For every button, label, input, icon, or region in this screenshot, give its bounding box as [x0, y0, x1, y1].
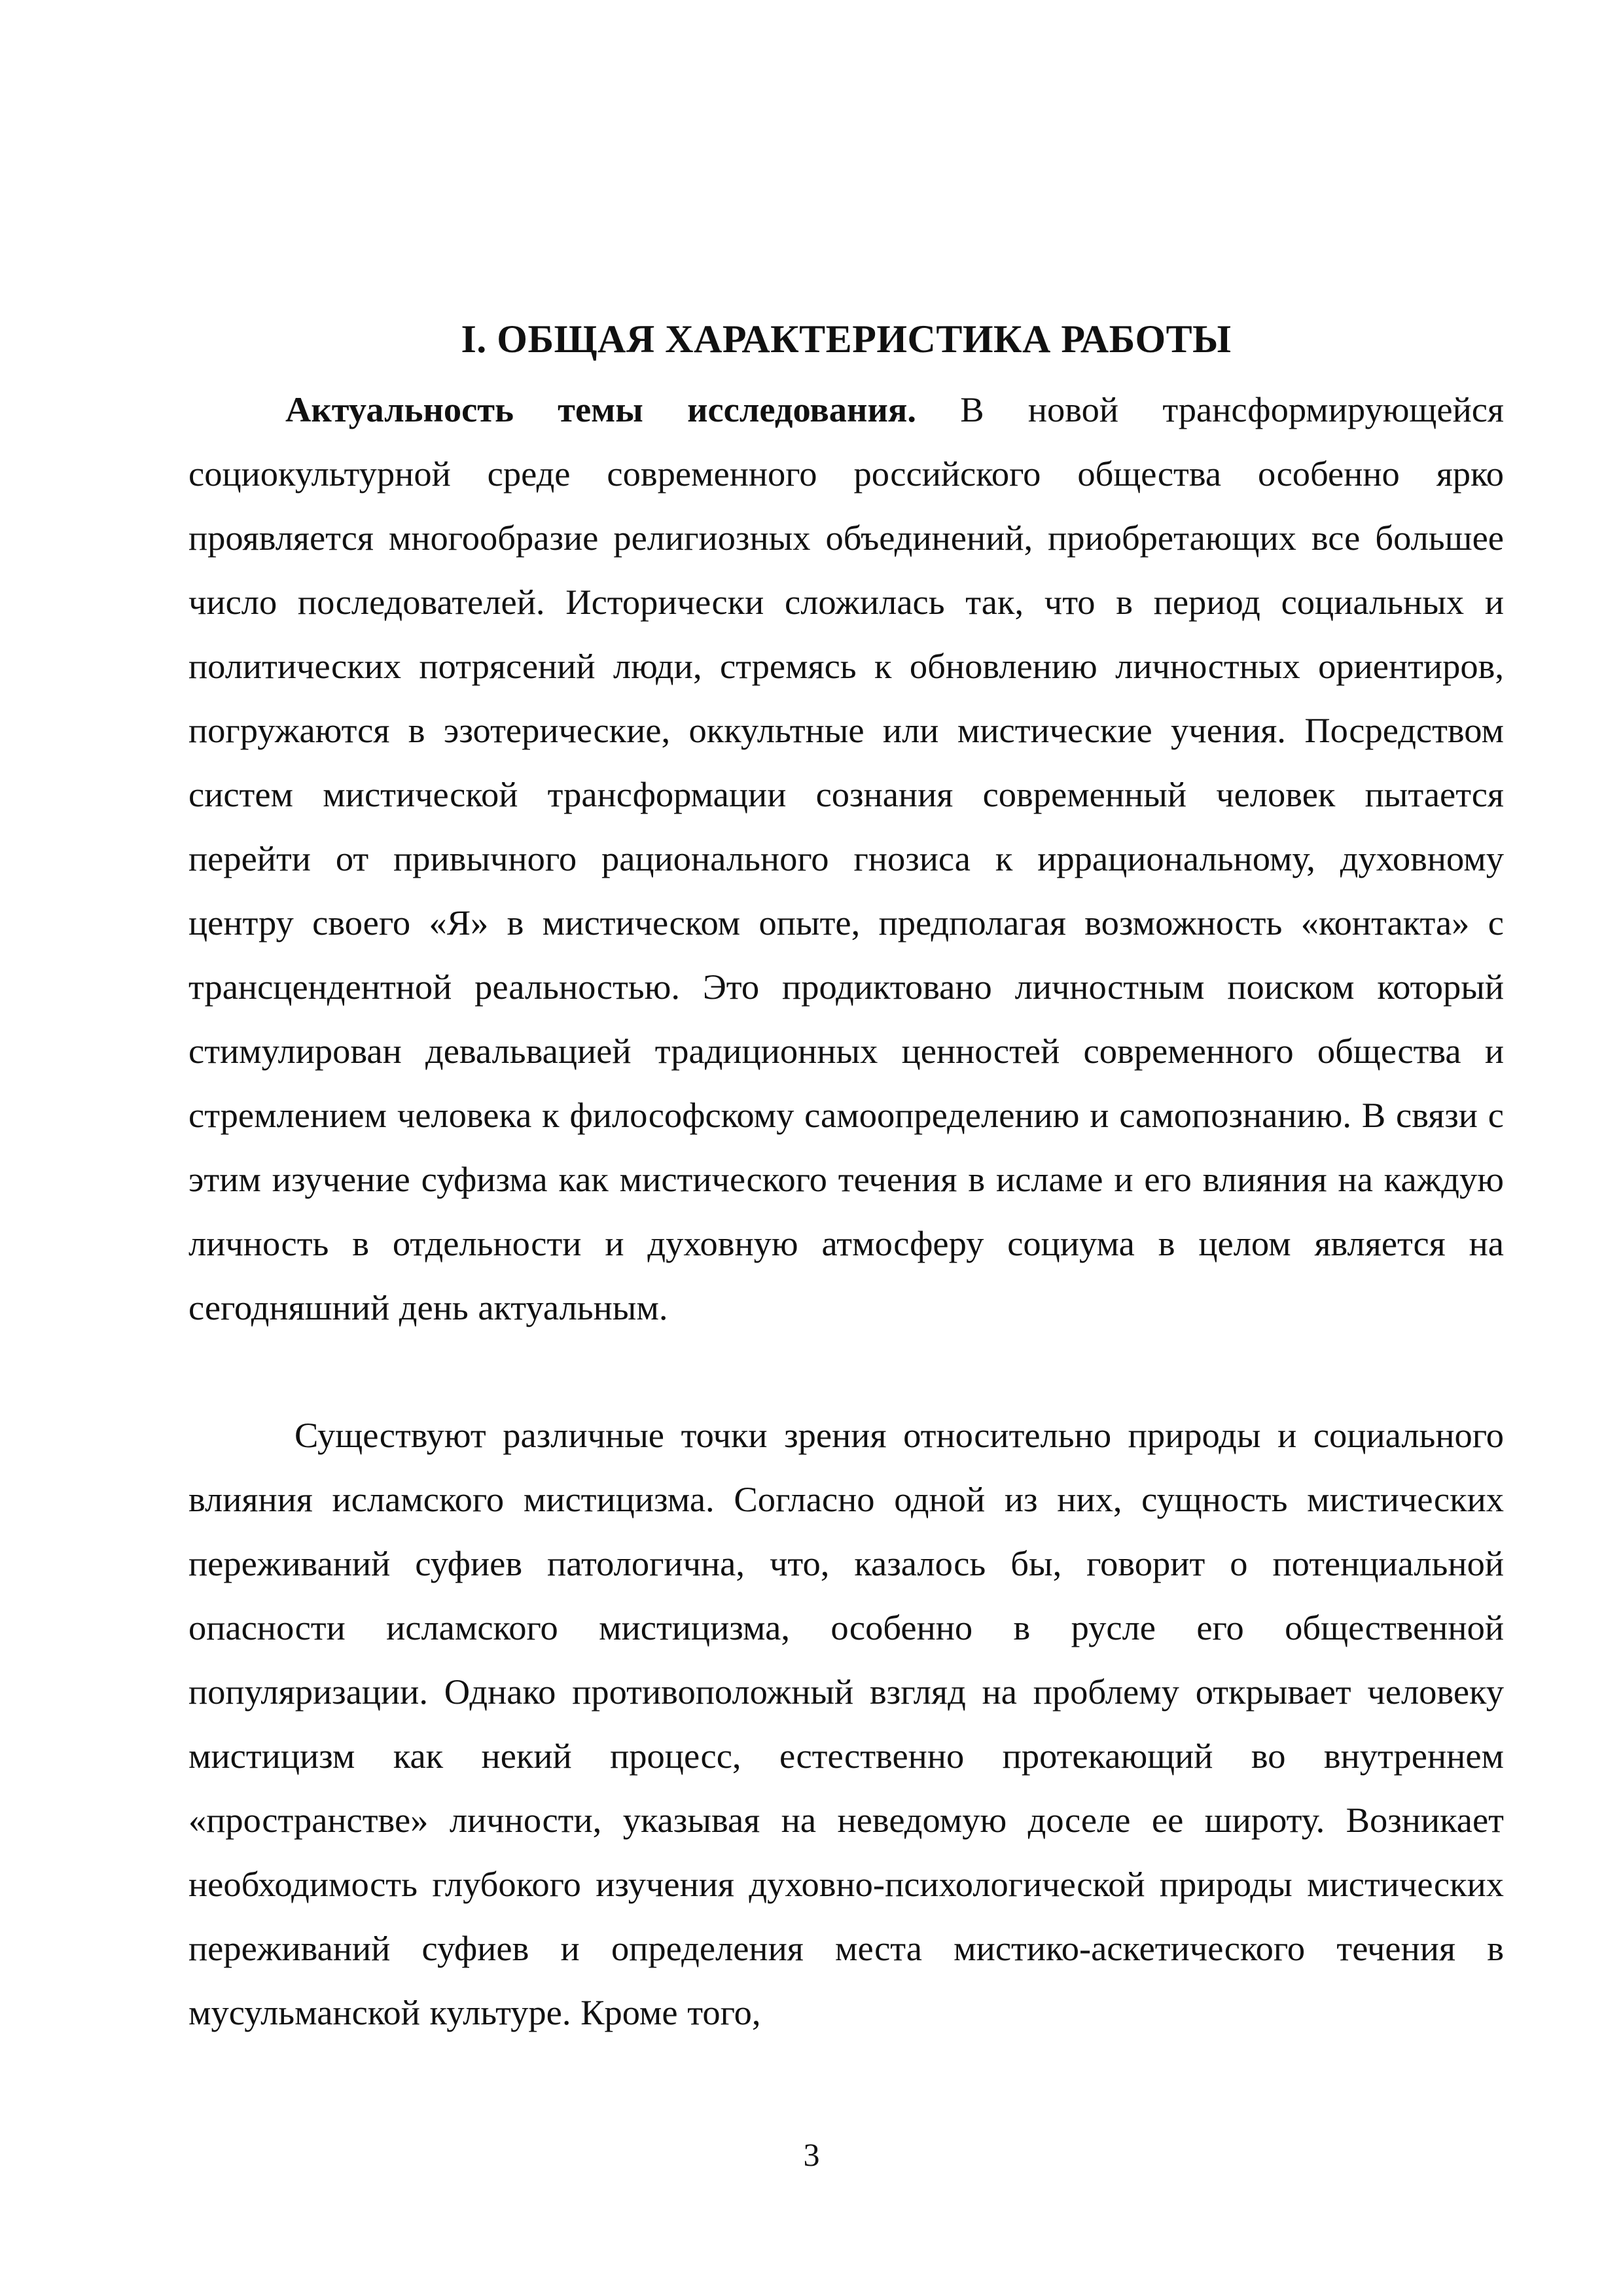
page-number: 3: [803, 2136, 820, 2173]
paragraph-relevance: [188, 378, 1504, 1340]
paragraph-viewpoints: [188, 1403, 1504, 2045]
paragraph-text: В новой трансформирующейся социокультурной среде современного российского общества особенно ярко проявляется многообразие религиозных объединений, приобретающих все большее число последователей. Исторически сложилась так, что в период социальных и политических потрясений люди, стремясь к обновлению личностных ориентиров, погружаются в эзотерические, оккультные или мистические учения. Посредством систем мистической трансформации сознания современный человек пытается перейти от привычного рационального гнозиса к иррациональному, духовному центру своего «Я» в мистическом опыте, предполагая возможность «контакта» с трансцендентной реальностью. Это продиктовано личностным поиском который стимулирован девальвацией традиционных ценностей современного общества и стремлением человека к философскому самоопределению и самопознанию. В связи с этим изучение суфизма как мистического течения в исламе и его влияния на каждую личность в отдельности и духовную атмосферу социума в целом является на сегодняшний день актуальным.: [188, 389, 1504, 1327]
section-heading: I. ОБЩАЯ ХАРАКТЕРИСТИКА РАБОТЫ: [461, 317, 1232, 361]
paragraph-lead: Актуальность темы исследования.: [285, 389, 916, 429]
paragraph-text: Существуют различные точки зрения относительно природы и социального влияния исламского мистицизма. Согласно одной из них, сущность мистических переживаний суфиев патологична, что, казалось бы, говорит о потенциальной опасности исламского мистицизма, особенно в русле его общественной популяризации. Однако противоположный взгляд на проблему открывает человеку мистицизм как некий процесс, естественно протекающий во внутреннем «пространстве» личности, указывая на неведомую доселе ее широту. Возникает необходимость глубокого изучения духовно-психологической природы мистических переживаний суфиев и определения места мистико-аскетического течения в мусульманской культуре. Кроме того,: [188, 1415, 1504, 2032]
